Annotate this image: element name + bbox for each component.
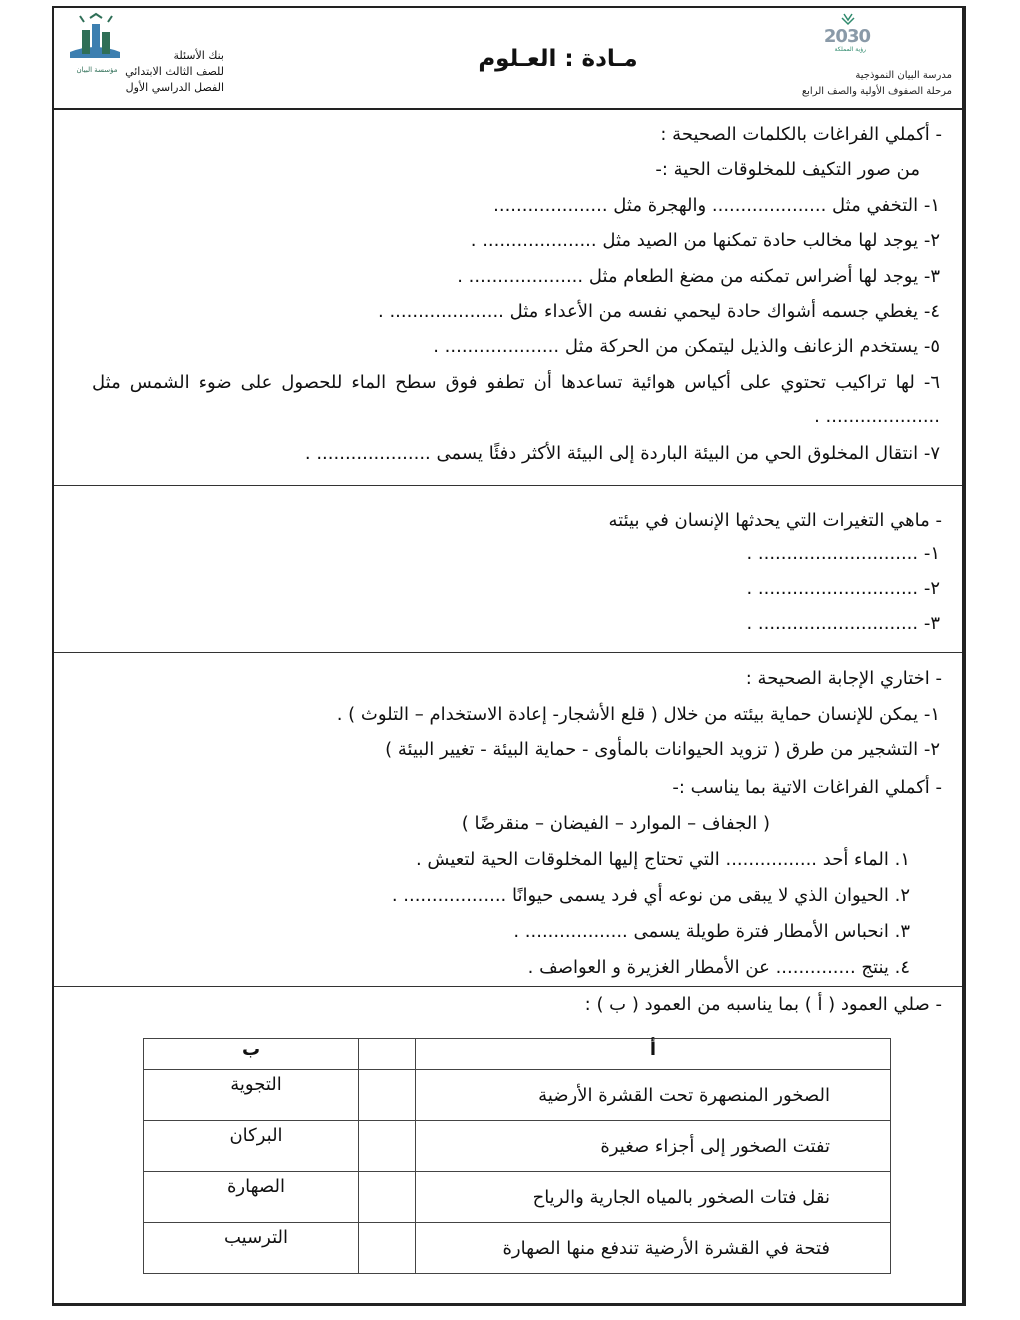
col-b-cell: التجوية xyxy=(144,1070,359,1121)
col-a-cell: نقل فتات الصخور بالمياه الجارية والرياح xyxy=(416,1172,891,1223)
table-row xyxy=(144,1121,891,1172)
col-a-cell: تفتت الصخور إلى أجزاء صغيرة xyxy=(416,1121,891,1172)
spacer-cell xyxy=(359,1121,416,1172)
table-row xyxy=(144,1172,891,1223)
vision-number: 2030 xyxy=(823,26,870,47)
header-right-line: مرحلة الصفوف الأولية والصف الرابع xyxy=(801,86,952,97)
list-item: ١- ............................ . xyxy=(746,543,940,564)
header-right-info xyxy=(702,68,952,100)
table-row xyxy=(144,1223,891,1274)
fill-item: ٦- لها تراكيب تحتوي على أكياس هوائية تساعدها أن تطفو فوق سطح الماء للحصول على ضوء الشمس مثل .................... . xyxy=(92,372,940,427)
spacer-cell xyxy=(359,1223,416,1274)
spacer-column xyxy=(359,1039,416,1070)
header-right-line: مدرسة البيان النموذجية xyxy=(855,70,952,81)
fill-item: ٤- يغطي جسمه أشواك حادة ليحمي نفسه من الأعداء مثل .................... . xyxy=(378,301,940,322)
col-a-cell: الصخور المنصهرة تحت القشرة الأرضية xyxy=(416,1070,891,1121)
header-left-line: بنك الأسئلة xyxy=(173,49,224,62)
col-b-header: ب xyxy=(144,1039,359,1070)
fill-item: ٥- يستخدم الزعانف والذيل ليتمكن من الحركة مثل .................... . xyxy=(433,336,940,357)
vision-caption: رؤية المملكة xyxy=(834,46,866,53)
table-row xyxy=(144,1070,891,1121)
col-b-cell: البركان xyxy=(144,1121,359,1172)
fill-item: ١- التخفي مثل .................... والهجرة مثل .................... xyxy=(493,195,940,216)
fill-item: ٣. انحباس الأمطار فترة طويلة يسمى .................. . xyxy=(513,921,910,942)
logo-caption: مؤسسة البيان xyxy=(76,66,118,74)
matching-table xyxy=(143,1038,891,1274)
spacer-cell xyxy=(359,1172,416,1223)
col-a-cell: فتحة في القشرة الأرضية تندفع منها الصهارة xyxy=(416,1223,891,1274)
section-divider xyxy=(54,485,962,486)
list-item: ٣- ............................ . xyxy=(746,613,940,634)
col-a-header: أ xyxy=(416,1039,891,1070)
section2-heading: - ماهي التغيرات التي يحدثها الإنسان في بيئته xyxy=(608,510,942,531)
section1-heading: - أكملي الفراغات بالكلمات الصحيحة : xyxy=(660,124,942,145)
section1-subheading: من صور التكيف للمخلوقات الحية :- xyxy=(655,159,920,180)
choice-item: ٢- التشجير من طرق ( تزويد الحيوانات بالمأوى - حماية البيئة - تغيير البيئة ) xyxy=(385,739,940,760)
header-left-line: الفصل الدراسي الأول xyxy=(125,81,224,94)
header-left-line: للصف الثالث الابتدائي xyxy=(125,65,224,78)
section-divider xyxy=(54,986,962,987)
section4-heading: - أكملي الفراغات الاتية بما يناسب :- xyxy=(672,777,942,798)
col-b-cell: الترسيب xyxy=(144,1223,359,1274)
choice-item: ١- يمكن للإنسان حماية بيئته من خلال ( قلع الأشجار- إعادة الاستخدام – التلوث ) . xyxy=(336,704,940,725)
section5-heading: - صلي العمود ( أ ) بما يناسبه من العمود ( ب ) : xyxy=(584,994,942,1015)
worksheet-header xyxy=(54,8,962,110)
fill-item: ١. الماء أحد ................ التي تحتاج إليها المخلوقات الحية لتعيش . xyxy=(415,849,910,870)
word-bank: ( الجفاف – الموارد – الفيضان – منقرضًا ) xyxy=(461,813,770,834)
section3-heading: - اختاري الإجابة الصحيحة : xyxy=(745,668,942,689)
fill-item: ٢- يوجد لها مخالب حادة تمكنها من الصيد مثل .................... . xyxy=(470,230,940,251)
fill-item: ٢. الحيوان الذي لا يبقى من نوعه أي فرد يسمى حيوانًا .................. . xyxy=(391,885,910,906)
fill-item: ٣- يوجد لها أضراس تمكنه من مضغ الطعام مثل .................... . xyxy=(457,266,940,287)
header-left-info xyxy=(84,48,224,96)
section-divider xyxy=(54,652,962,653)
col-b-cell: الصهارة xyxy=(144,1172,359,1223)
page-title: مـادة : العـلوم xyxy=(478,46,638,72)
spacer-cell xyxy=(359,1070,416,1121)
fill-item: ٧- انتقال المخلوق الحي من البيئة الباردة إلى البيئة الأكثر دفئًا يسمى .................... . xyxy=(304,443,940,464)
fill-item: ٤. ينتج .............. عن الأمطار الغزيرة و العواصف . xyxy=(527,957,910,978)
list-item: ٢- ............................ . xyxy=(746,578,940,599)
